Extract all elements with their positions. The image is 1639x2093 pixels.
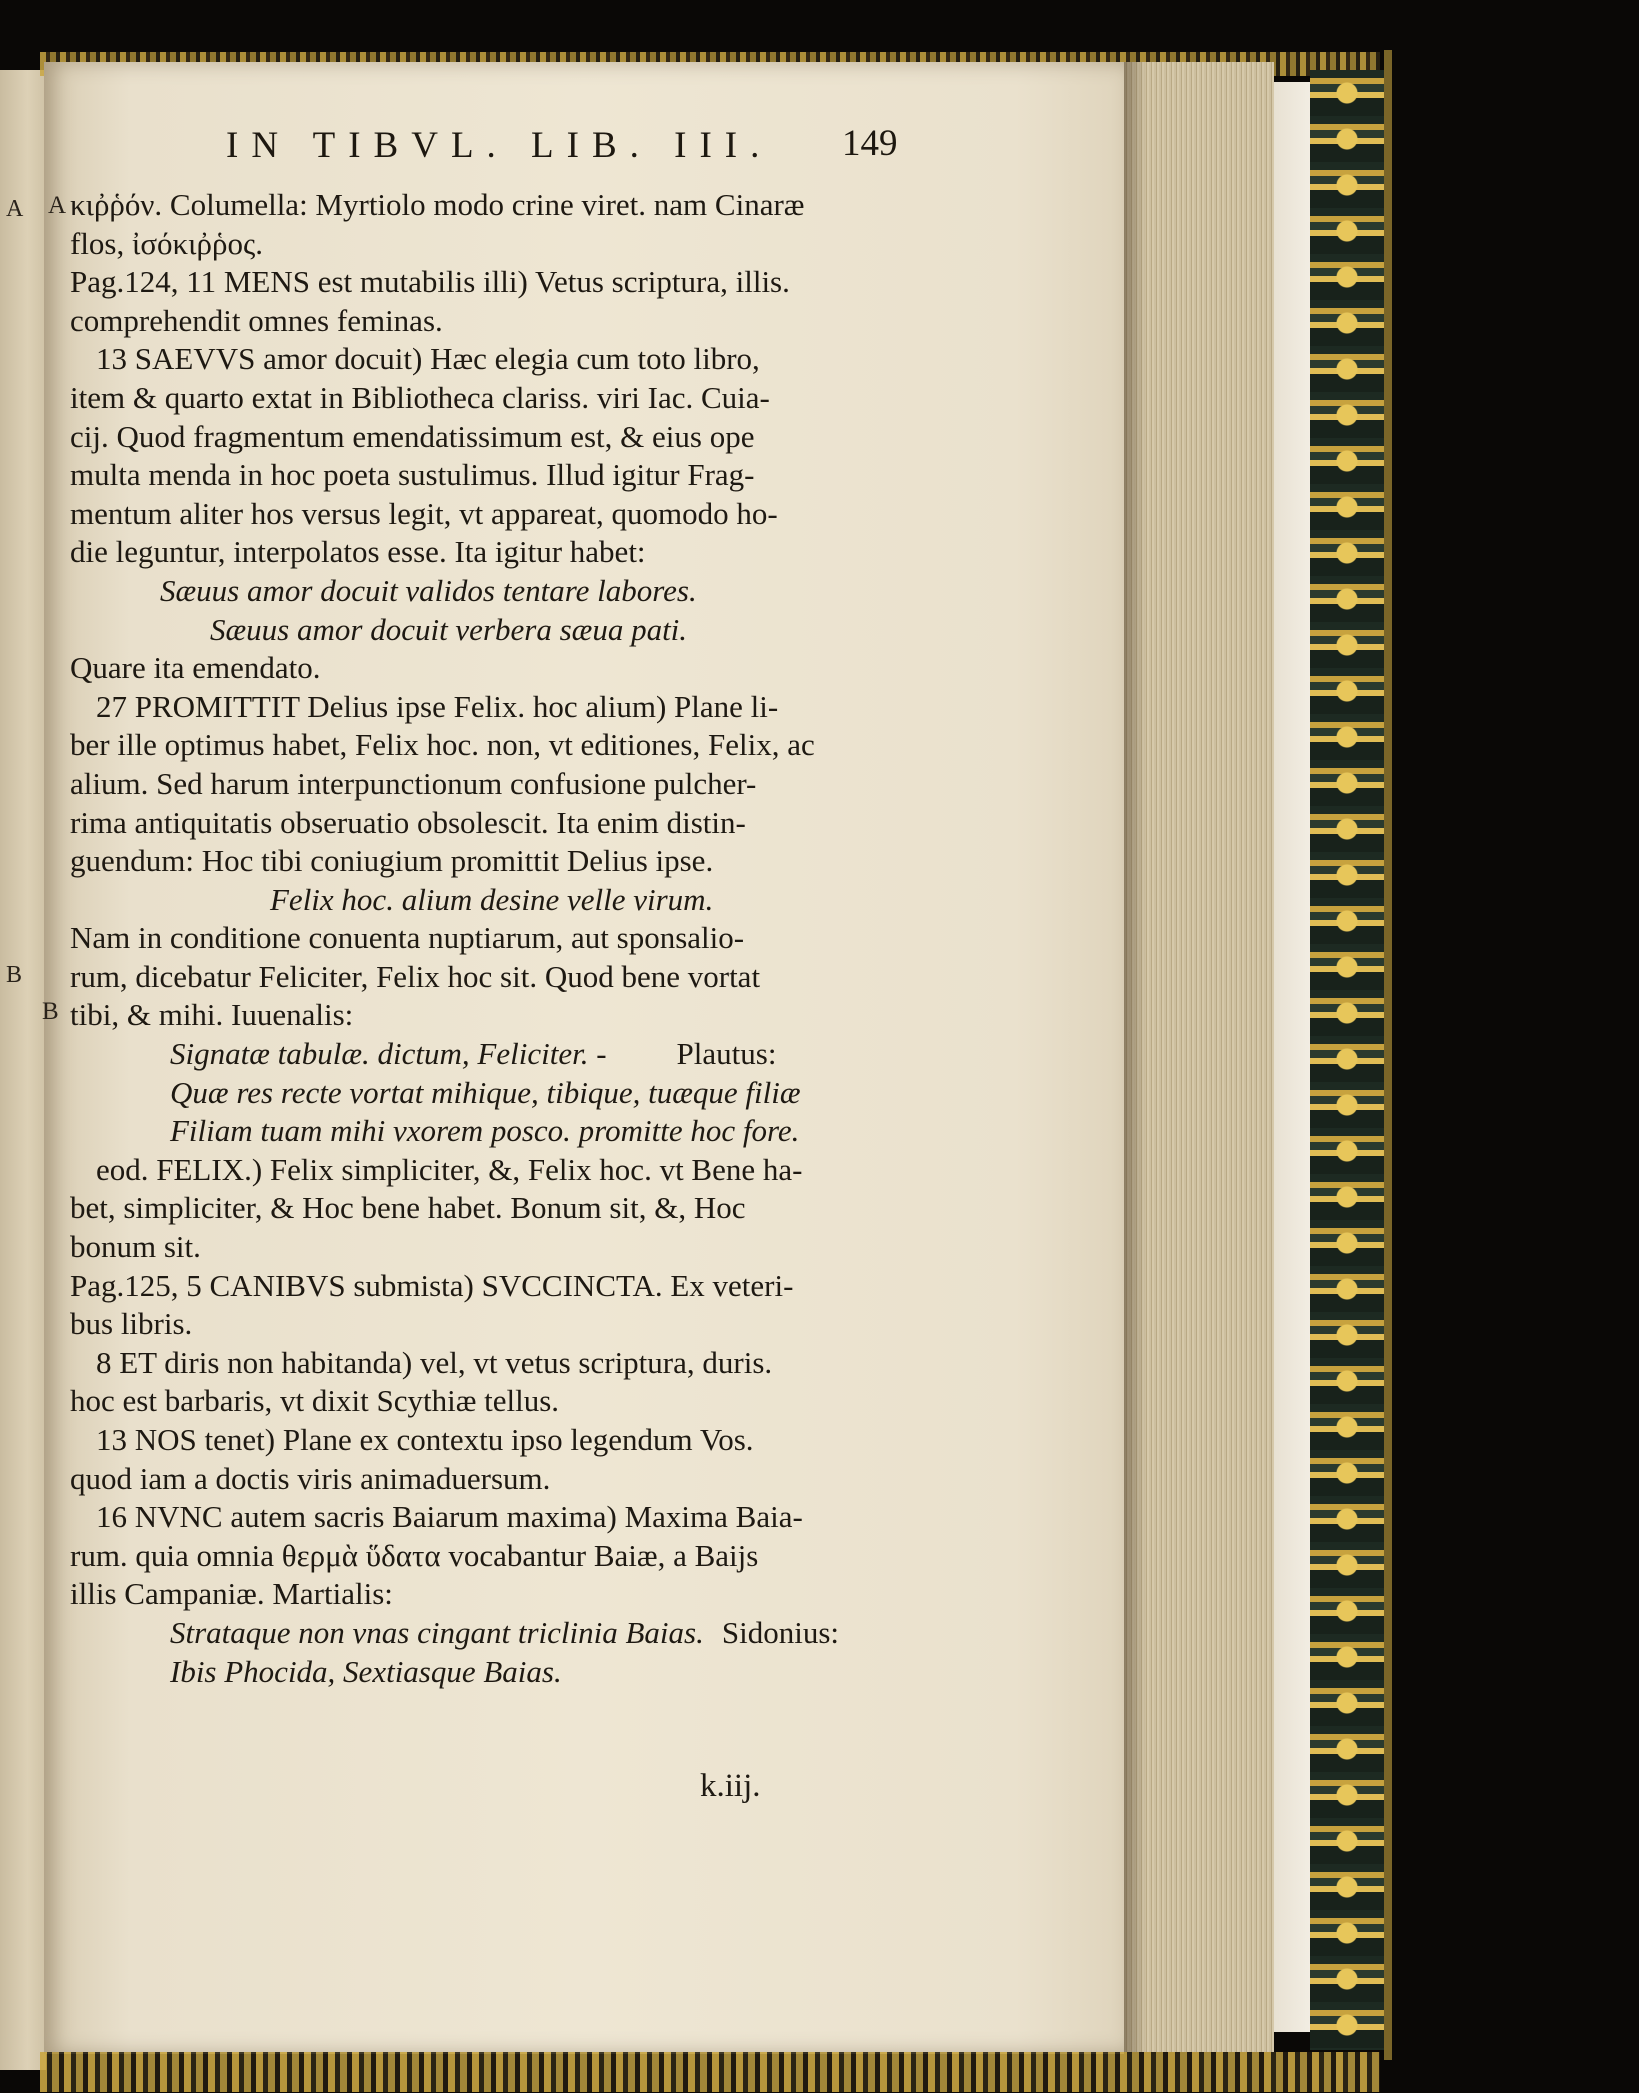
text-line: 16 NVNC autem sacris Baiarum maxima) Maxima Baia-: [96, 1499, 803, 1535]
verse-quote: Filiam tuam mihi vxorem posco. promitte hoc fore.: [170, 1113, 800, 1149]
text-line: flos, ἰσόκιῤῥος.: [70, 225, 263, 261]
text-line: guendum: Hoc tibi coniugium promittit Delius ipse.: [70, 843, 714, 879]
text-line: mentum aliter hos versus legit, vt appareat, quomodo ho-: [70, 495, 778, 531]
text-line: ber ille optimus habet, Felix hoc. non, vt editiones, Felix, ac: [70, 727, 815, 763]
text-line: illis Campaniæ. Martialis:: [70, 1576, 393, 1612]
verse-quote: Quæ res recte vortat mihique, tibique, tuæque filiæ: [170, 1074, 801, 1110]
text-line: bonum sit.: [70, 1229, 201, 1265]
text-line: Pag.124, 11 MENS est mutabilis illi) Vetus scriptura, illis.: [70, 264, 790, 300]
text-line: 13 NOS tenet) Plane ex contextu ipso legendum Vos.: [96, 1422, 754, 1457]
text-line: bus libris.: [70, 1306, 193, 1342]
text-line: eod. FELIX.) Felix simpliciter, &, Felix hoc. vt Bene ha-: [96, 1151, 803, 1187]
text-line: rum. quia omnia θερμὰ ὕδατα vocabantur Baiæ, a Baijs: [70, 1537, 759, 1573]
verse-quote: Strataque non vnas cingant triclinia Baias.: [170, 1614, 704, 1650]
text-line: tibi, & mihi. Iuuenalis:: [70, 997, 354, 1033]
text-line: [70, 1614, 910, 1653]
endpaper: [1274, 82, 1310, 2032]
text-line: hoc est barbaris, vt dixit Scythiæ tellus.: [70, 1383, 560, 1419]
verse-quote: Sæuus amor docuit verbera sæua pati.: [210, 611, 688, 647]
page-number: 149: [842, 123, 898, 164]
left-page-edge: [0, 70, 46, 2070]
text-line: 27 PROMITTIT Delius ipse Felix. hoc alium) Plane li-: [96, 688, 779, 724]
text-line: Nam in conditione conuenta nuptiarum, aut sponsalio-: [70, 920, 745, 956]
left-margin-letter-b: B: [6, 962, 23, 988]
text-line: Quare ita emendato.: [70, 650, 321, 686]
text-line: κιῤῥόν. Columella: Myrtiolo modo crine viret. nam Cinaræ: [70, 187, 805, 222]
author-name: Plautus:: [676, 1036, 777, 1072]
verse-quote: Felix hoc. alium desine velle virum.: [270, 881, 714, 917]
bottom-gilt-edge: [40, 2052, 1380, 2092]
author-name: Sidonius:: [721, 1614, 840, 1650]
body-text: [70, 186, 910, 1691]
page-block-edge: [1124, 62, 1274, 2052]
verse-quote: Signatæ tabulæ. dictum, Feliciter. -: [170, 1036, 607, 1072]
text-line: bet, simpliciter, & Hoc bene habet. Bonum sit, &, Hoc: [70, 1190, 746, 1226]
text-line: Pag.125, 5 CANIBVS submista) SVCCINCTA. Ex veteri-: [70, 1267, 794, 1303]
verse-quote: Sæuus amor docuit validos tentare labores.: [160, 572, 697, 608]
text-line: rima antiquitatis obseruatio obsolescit. Ita enim distin-: [70, 804, 746, 840]
text-line: quod iam a doctis viris animaduersum.: [70, 1460, 551, 1496]
text-line: item & quarto extat in Bibliotheca clariss. viri Iac. Cuia-: [70, 379, 770, 415]
text-line: 13 SAEVVS amor docuit) Hæc elegia cum toto libro,: [96, 341, 760, 377]
text-line: [70, 1035, 910, 1074]
text-line: alium. Sed harum interpunctionum confusione pulcher-: [70, 765, 757, 801]
text-line: comprehendit omnes feminas.: [70, 302, 443, 338]
text-line: cij. Quod fragmentum emendatissimum est, & eius ope: [70, 418, 755, 454]
signature-mark: k.iij.: [700, 1768, 761, 1804]
verse-quote: Ibis Phocida, Sextiasque Baias.: [170, 1653, 562, 1689]
gilt-border-ornament: [1310, 70, 1384, 2050]
margin-letter-b: B: [42, 998, 59, 1025]
cover-edge: [1384, 50, 1392, 2060]
margin-letter-a: A: [48, 192, 67, 219]
text-line: multa menda in hoc poeta sustulimus. Illud igitur Frag-: [70, 457, 755, 493]
gutter-shadow: [1124, 62, 1146, 2052]
text-line: 8 ET diris non habitanda) vel, vt vetus scriptura, duris.: [96, 1344, 773, 1380]
left-margin-letter-a: A: [6, 196, 24, 222]
text-line: die leguntur, interpolatos esse. Ita igitur habet:: [70, 534, 646, 570]
running-head: IN TIBVL. LIB. III.: [226, 125, 773, 166]
text-line: rum, dicebatur Feliciter, Felix hoc sit. Quod bene vortat: [70, 958, 761, 994]
